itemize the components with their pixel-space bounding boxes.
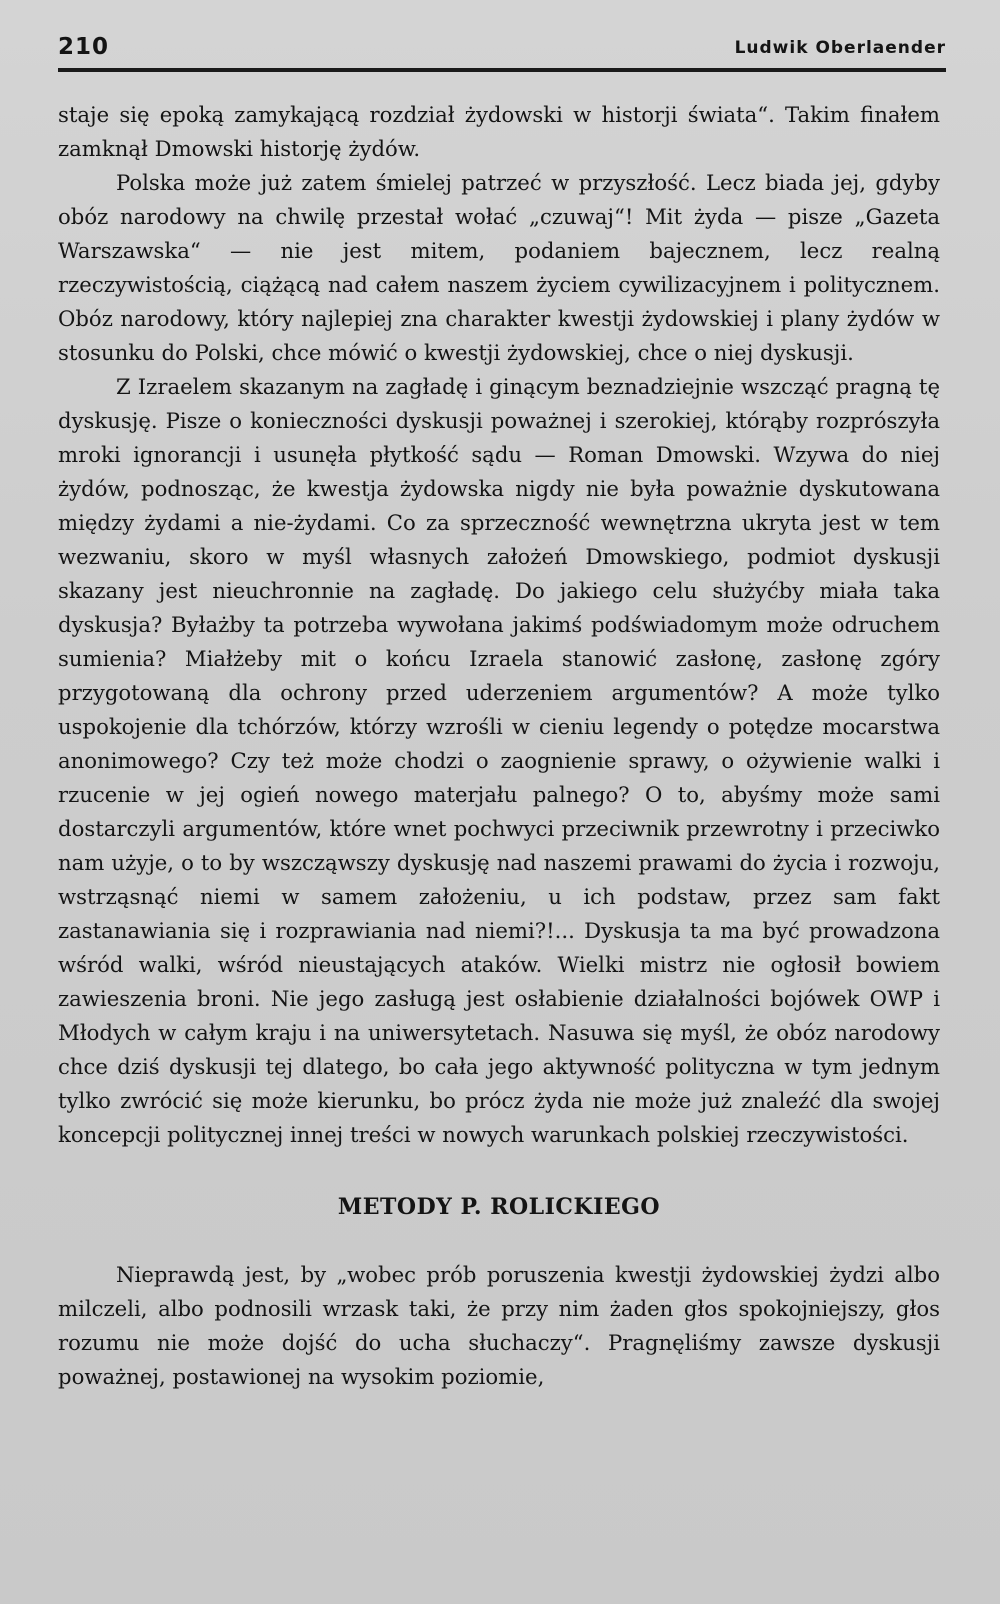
page-number: 210 (58, 34, 110, 60)
running-head-author: Ludwik Oberlaender (734, 38, 946, 58)
header-rule (58, 68, 946, 72)
paragraph-4: Nieprawdą jest, by „wobec prób poruszenia kwestji żydowskiej żydzi albo milczeli, albo podnosili wrzask taki, że przy nim żaden głos spokojniejszy, głos rozumu nie może dojść do ucha słuchaczy“. Pragnęliśmy zawsze dyskusji poważnej, postawionej na wysokim poziomie, (58, 1262, 940, 1389)
page-header (58, 34, 946, 74)
paragraph-3: Z Izraelem skazanym na zagładę i ginącym beznadziejnie wszcząć pragną tę dyskusję. Pisze o konieczności dyskusji poważnej i szerokiej, którąby rozprószyła mroki ignorancji i usunęła płytkość sądu — Roman Dmowski. Wzywa do niej żydów, podnosząc, że kwestja żydowska nigdy nie była poważnie dyskutowana między żydami a nie-żydami. Co za sprzeczność wewnętrzna ukryta jest w tem wezwaniu, skoro w myśl własnych założeń Dmowskiego, podmiot dyskusji skazany jest nieuchronnie na zagładę. Do jakiego celu służyćby miała taka dyskusja? Byłażby ta potrzeba wywołana jakimś podświadomym może odruchem sumienia? Miałżeby mit o końcu Izraela stanowić zasłonę, zasłonę zgóry przygotowaną dla ochrony przed uderzeniem argumentów? A może tylko uspokojenie dla tchórzów, którzy wzrośli w cieniu legendy o potędze mocarstwa anonimowego? Czy też może chodzi o zaognienie sprawy, o ożywienie walki i rzucenie w jej ogień nowego materjału palnego? O to, abyśmy może sami dostarczyli argumentów, które wnet pochwyci przeciwnik przewrotny i przeciwko nam użyje, o to by wszcząwszy dyskusję nad naszemi prawami do życia i rozwoju, wstrząsnąć niemi w samem założeniu, u ich podstaw, przez sam fakt zastanawiania się i rozprawiania nad niemi?!... Dyskusja ta ma być prowadzona wśród walki, wśród nieustających ataków. Wielki mistrz nie ogłosił bowiem zawieszenia broni. Nie jego zasługą jest osłabienie działalności bojówek OWP i Młodych w całym kraju i na uniwersytetach. Nasuwa się myśl, że obóz narodowy chce dziś dyskusji tej dlatego, bo cała jego aktywność polityczna w tym jednym tylko zwrócić się może kierunku, bo prócz żyda nie może już znaleźć dla swojej koncepcji politycznej innej treści w nowych warunkach polskiej rzeczywistości. (58, 374, 940, 1147)
paragraph-2: Polska może już zatem śmielej patrzeć w przyszłość. Lecz biada jej, gdyby obóz narodowy na chwilę przestał wołać „czuwaj“! Mit żyda — pisze „Gazeta Warszawska“ — nie jest mitem, podaniem bajecznem, lecz realną rzeczywistością, ciążącą nad całem naszem życiem cywilizacyjnem i politycznem. Obóz narodowy, który najlepiej zna charakter kwestji żydowskiej i plany żydów w stosunku do Polski, chce mówić o kwestji żydowskiej, chce o niej dyskusji. (58, 170, 940, 365)
section-title: METODY P. ROLICKIEGO (337, 1194, 661, 1220)
body-text (58, 98, 940, 1394)
paragraph-1: staje się epoką zamykającą rozdział żydowski w historji świata“. Takim finałem zamknął Dmowski historję żydów. (58, 102, 940, 161)
